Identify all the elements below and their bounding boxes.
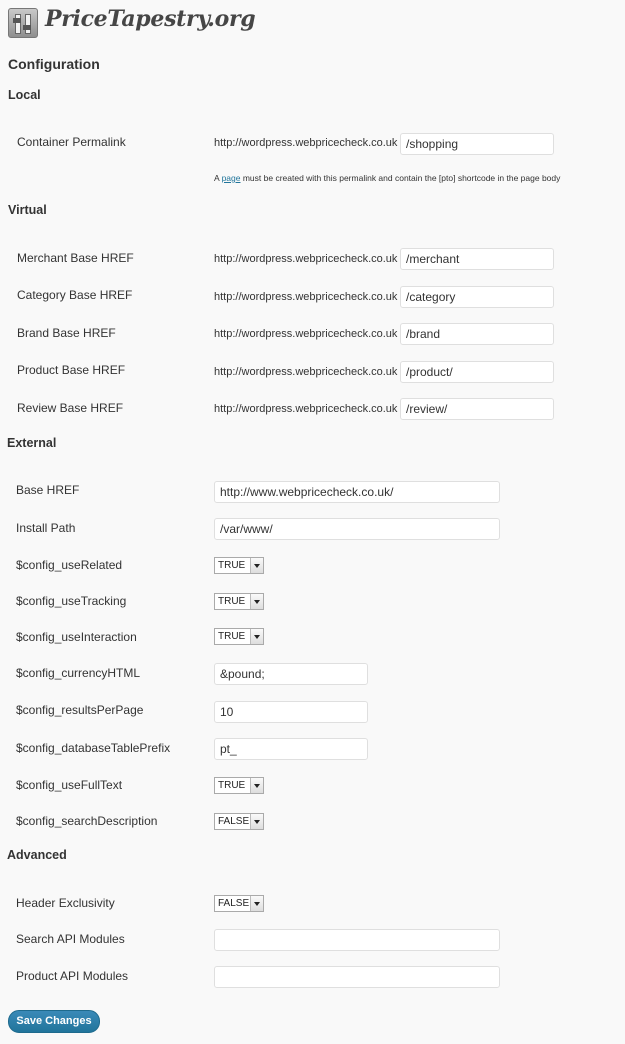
chevron-down-icon: [250, 594, 263, 609]
use-interaction-select[interactable]: TRUE: [214, 628, 264, 645]
product-api-modules-input[interactable]: [214, 966, 500, 988]
site-logo-text: PriceTapestry.org: [45, 6, 256, 32]
install-path-label: Install Path: [16, 521, 76, 535]
chevron-down-icon: [250, 896, 263, 911]
page-link[interactable]: page: [221, 173, 241, 183]
use-tracking-select[interactable]: TRUE: [214, 593, 264, 610]
chevron-down-icon: [250, 778, 263, 793]
currency-html-label: $config_currencyHTML: [16, 666, 141, 680]
header-exclusivity-label: Header Exclusivity: [16, 896, 115, 910]
db-table-prefix-label: $config_databaseTablePrefix: [16, 741, 171, 755]
db-table-prefix-input[interactable]: pt_: [214, 738, 368, 760]
chevron-down-icon: [250, 629, 263, 644]
save-changes-button[interactable]: Save Changes: [8, 1010, 100, 1033]
product-base-href-prefix: http://wordpress.webpricecheck.co.uk: [214, 366, 398, 378]
results-per-page-input[interactable]: 10: [214, 701, 368, 723]
results-per-page-label: $config_resultsPerPage: [16, 703, 144, 717]
merchant-base-href-input[interactable]: /merchant: [400, 248, 554, 270]
brand-base-href-prefix: http://wordpress.webpricecheck.co.uk: [214, 328, 398, 340]
use-full-text-label: $config_useFullText: [16, 778, 123, 792]
product-base-href-input[interactable]: /product/: [400, 361, 554, 383]
product-api-modules-label: Product API Modules: [16, 969, 129, 983]
use-related-label: $config_useRelated: [16, 558, 123, 572]
header-exclusivity-select[interactable]: FALSE: [214, 895, 264, 912]
base-href-label: Base HREF: [16, 483, 80, 497]
brand-base-href-label: Brand Base HREF: [17, 326, 116, 340]
use-related-select[interactable]: TRUE: [214, 557, 264, 574]
base-href-input[interactable]: http://www.webpricecheck.co.uk/: [214, 481, 500, 503]
section-advanced-heading: Advanced: [7, 848, 67, 862]
product-base-href-label: Product Base HREF: [17, 363, 126, 377]
category-base-href-input[interactable]: /category: [400, 286, 554, 308]
container-permalink-description: A page must be created with this permalink and contain the [pto] shortcode in the page body: [214, 173, 561, 183]
search-description-select[interactable]: FALSE: [214, 813, 264, 830]
chevron-down-icon: [250, 814, 263, 829]
category-base-href-prefix: http://wordpress.webpricecheck.co.uk: [214, 291, 398, 303]
use-tracking-label: $config_useTracking: [16, 594, 127, 608]
install-path-input[interactable]: /var/www/: [214, 518, 500, 540]
search-description-label: $config_searchDescription: [16, 814, 158, 828]
container-permalink-input[interactable]: /shopping: [400, 133, 554, 155]
page-title: Configuration: [8, 56, 100, 72]
section-virtual-heading: Virtual: [8, 203, 47, 217]
pricetapestry-logo-icon: [8, 8, 38, 38]
currency-html-input[interactable]: &pound;: [214, 663, 368, 685]
use-full-text-select[interactable]: TRUE: [214, 777, 264, 794]
chevron-down-icon: [250, 558, 263, 573]
review-base-href-prefix: http://wordpress.webpricecheck.co.uk: [214, 403, 398, 415]
merchant-base-href-prefix: http://wordpress.webpricecheck.co.uk: [214, 253, 398, 265]
container-permalink-prefix: http://wordpress.webpricecheck.co.uk: [214, 137, 398, 149]
search-api-modules-label: Search API Modules: [16, 932, 125, 946]
review-base-href-label: Review Base HREF: [17, 401, 124, 415]
search-api-modules-input[interactable]: [214, 929, 500, 951]
container-permalink-label: Container Permalink: [17, 135, 126, 149]
section-external-heading: External: [7, 436, 57, 450]
brand-base-href-input[interactable]: /brand: [400, 323, 554, 345]
category-base-href-label: Category Base HREF: [17, 288, 133, 302]
use-interaction-label: $config_useInteraction: [16, 630, 137, 644]
review-base-href-input[interactable]: /review/: [400, 398, 554, 420]
merchant-base-href-label: Merchant Base HREF: [17, 251, 134, 265]
section-local-heading: Local: [8, 88, 41, 102]
